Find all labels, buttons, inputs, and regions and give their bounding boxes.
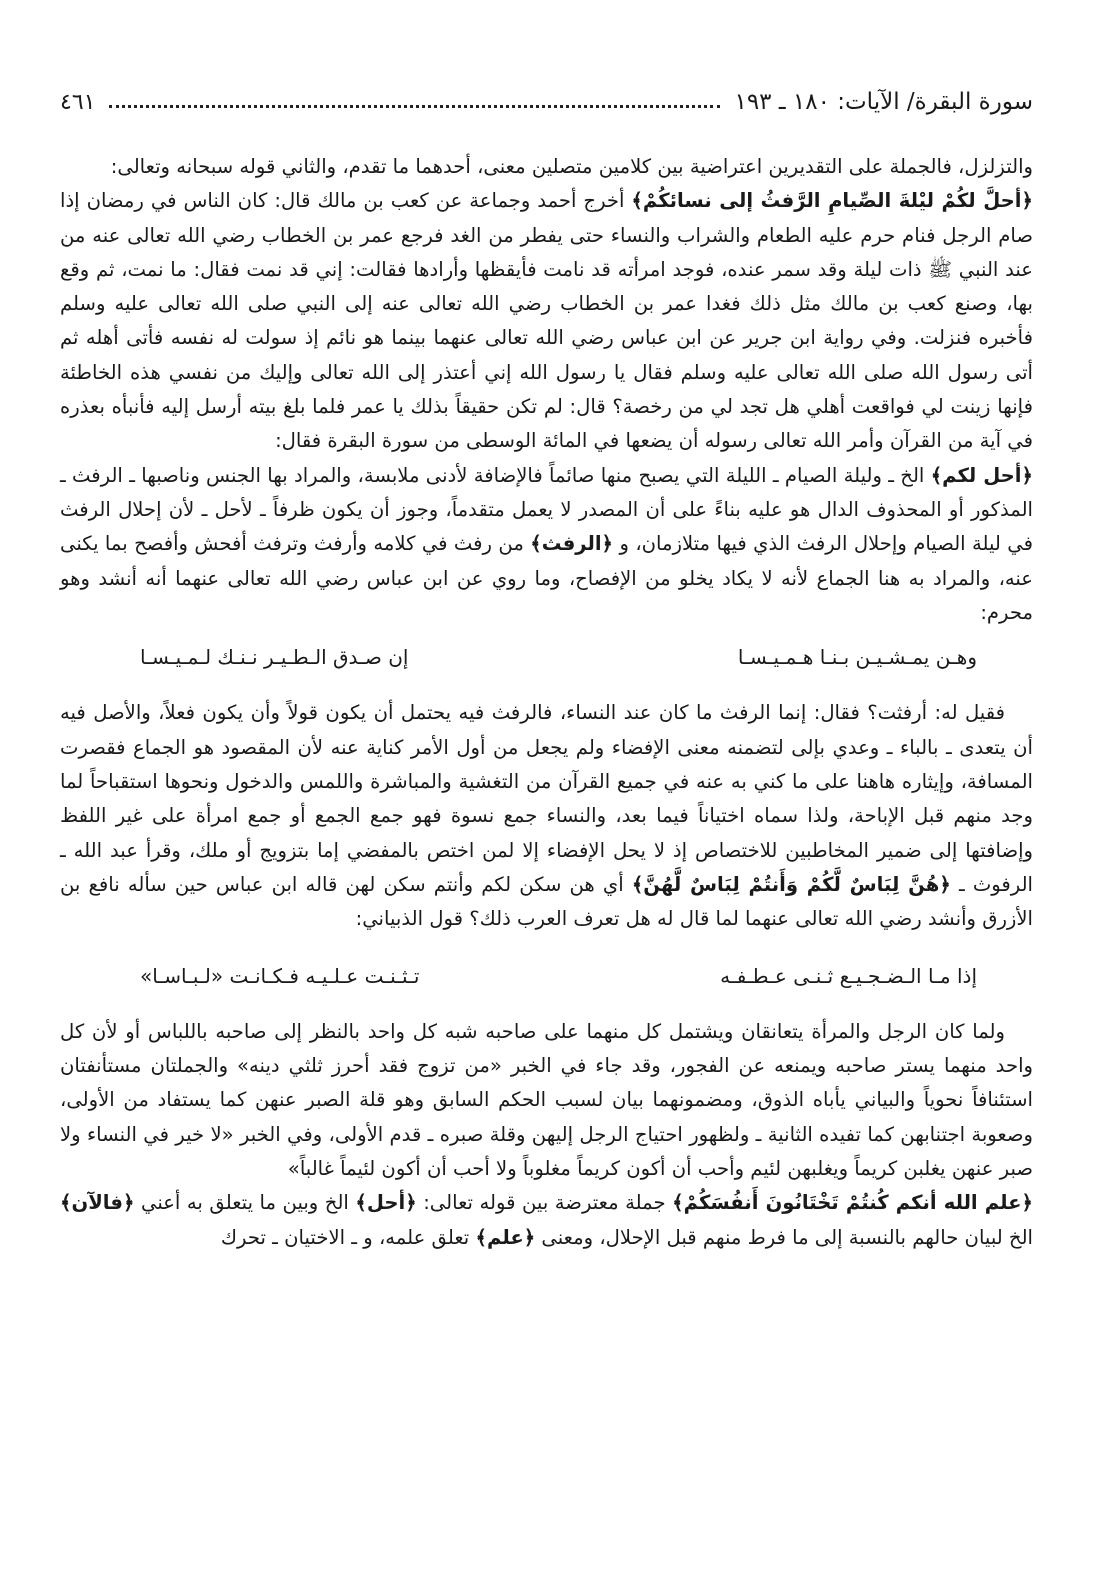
quran-quote: ﴿أحلَّ لكُمْ ليْلةَ الصِّيامِ الرَّفثُ إلى نسائكُمْ﴾ [631,189,1033,213]
main-text [60,150,1033,1255]
verse-second-hemistich: تـثـنـت عـلـيـه فـكـانـت «لـبـاسـا» [140,963,420,988]
paragraph-libas [60,696,1033,936]
quran-quote: ﴿هُنَّ لِبَاسٌ لَّكُمْ وَأَنتُمْ لِبَاسٌ لَّهُنَّ﴾ [631,872,951,896]
paragraph-text: الخ لبيان حالهم بالنسبة إلى ما فرط منهم قبل الإحلال، ومعنى [535,1225,1033,1249]
verse-first-hemistich: إذا مـا الـضـجـيـع ثـنـى عـطـفـه [720,963,977,988]
quran-quote: ﴿أحل لكم﴾ [930,463,1033,487]
header-dot-leader [109,105,720,108]
running-header [60,84,1033,120]
quran-quote: ﴿فالآن﴾ [60,1191,135,1215]
paragraph-text: فقيل له: أرفثت؟ فقال: إنما الرفث ما كان عند النساء، فالرفث فيه يحتمل أن يكون قولاً وأن يكون فعلاً، والأصل فيه أن يتعدى ـ بالباء ـ وعدي بإلى لتضمنه معنى الإفضاء ولم يجعل من أول الأمر كناية عنه لأن المقصود هو الجماع فقصرت المسافة، وإيثاره هاهنا على ما كني به عنه في جميع القرآن من التغشية والمباشرة واللمس والدخول ونحوها استقباحاً لما وجد منهم قبل الإباحة، ولذا سماه اختياناً فيما بعد، والنساء جمع نسوة فهو جمع الجمع أو جمع امرأة على غير اللفظ وإضافتها إلى ضمير المخاطبين للاختصاص إذ لا يحل الإفضاء إلا لمن اختص بالمفضي إما بتزويج أو ملك، وقرأ عبد الله ـ الرفوث ـ [60,701,1034,896]
paragraph-text: الخ ـ وليلة الصيام ـ الليلة التي يصبح منها صائماً فالإضافة لأدنى ملابسة، والمراد بها الجنس وناصبها ـ الرفث ـ المذكور أو المحذوف الدال هو عليه بناءً على أن المصدر لا يعمل متقدماً، وجوز أن يكون ظرفاً ـ لأحل ـ لأن إحلال الرفث في ليلة الصيام وإحلال الرفث الذي فيها متلازمان، و [60,463,1034,556]
header-title: سورة البقرة/ الآيات: ١٨٠ ـ ١٩٣ [734,89,1033,115]
paragraph-text: الخ وبين ما يتعلق به أعني [134,1191,356,1215]
paragraph-text: من رفث في كلامه وأرفث وترفث أفحش وأفصح بما يكنى عنه، والمراد به هنا الجماع لأنه لا يكاد يخلو من الإفصاح، وما روي عن ابن عباس رضي الله تعالى عنهما أنه أنشد وهو محرم: [60,532,1033,624]
quran-quote: ﴿علم﴾ [475,1225,536,1249]
paragraph-intro: والتزلزل، فالجملة على التقديرين اعتراضية بين كلامين متصلين معنى، أحدهما ما تقدم، والثاني قوله سبحانه وتعالى: [110,155,1033,178]
paragraph-explanation: ولما كان الرجل والمرأة يتعانقان ويشتمل كل منهما على صاحبه شبه كل واحد بالنظر إلى صاحبه باللباس أو لأن كل واحد منهما يستر صاحبه ويمنعه عن الفجور، وقد جاء في الخبر «من تزوج فقد أحرز ثلثي دينه» والجملتان مستأنفتان استئنافاً نحوياً والبياني يأباه الذوق، ومضمونهما بيان لسبب الحكم السابق وهو قلة الصبر عنهن كما يستفاد من الأولى، وصعوبة اجتنابهن كما تفيده الثانية ـ ولظهور احتياج الرجل إليهن وقلة صبره ـ قدم الأولى، وفي الخبر «لا خير في النساء ولا صبر عنهن يغلبن كريماً ويغلبهن لئيم وأحب أن أكون كريماً مغلوباً ولا أحب أن أكون لئيماً غالباً» [60,1019,1033,1181]
quran-quote: ﴿الرفث﴾ [530,532,614,556]
paragraph-text: جملة معترضة بين قوله تعالى: [416,1191,673,1215]
poetry-verse [60,640,1033,674]
paragraph-text: تعلق علمه، و ـ الاختيان ـ تحرك [220,1225,476,1249]
quran-quote: ﴿علم الله أنكم كُنتُمْ تَخْتَانُونَ أَنفُسَكُمْ﴾ [672,1191,1033,1215]
paragraph-tafsir-rafath [60,459,1033,630]
quran-quote: ﴿أحل﴾ [355,1191,417,1215]
page-number: ٤٦١ [60,89,96,115]
verse-first-hemistich: وهـن يمـشـيـن بـنـا هـمـيـسـا [737,645,977,670]
paragraph-text: أخرج أحمد وجماعة عن كعب بن مالك قال: كان الناس في رمضان إذا صام الرجل فنام حرم عليه الطعام والشراب والنساء حتى يفطر من الغد فرجع عمر بن الخطاب رضي الله تعالى عنه من عند النبي ﷺ ذات ليلة وقد سمر عنده، فوجد امرأته قد نامت فأيقظها وأرادها فقالت: إني قد نمت فقال: ما نمت، ثم وقع بها، وصنع كعب بن مالك مثل ذلك فغدا عمر بن الخطاب رضي الله تعالى عنه إلى النبي صلى الله تعالى عليه وسلم فأخبره فنزلت. وفي رواية ابن جرير عن ابن عباس رضي الله تعالى عنهما بينما هو نائم إذ سولت له نفسه فأتى أهله ثم أتى رسول الله صلى الله تعالى عليه وسلم فقال يا رسول الله إني أعتذر إلى الله تعالى وإليك من نفسي هذه الخاطئة فإنها زينت لي فواقعت أهلي هل تجد لي من رخصة؟ قال: لم تكن حقيقاً بذلك يا عمر فلما بلغ بيته أرسل إليه فأنبأه بعذره في آية من القرآن وأمر الله تعالى رسوله أن يضعها في المائة الوسطى من سورة البقرة فقال: [60,189,1033,453]
poetry-verse [60,959,1033,993]
verse-second-hemistich: إن صـدق الـطـيـر نـنـك لـمـيـسـا [140,645,409,670]
paragraph-text: أي هن سكن لكم وأنتم سكن لهن قاله ابن عباس حين سأله نافع بن الأزرق وأنشد رضي الله تعالى عنهما لما قال له هل تعرف العرب ذلك؟ قول الذبياني: [60,872,1033,931]
paragraph-ikhtiyan [60,1186,1033,1255]
paragraph-hadith [60,184,1033,458]
